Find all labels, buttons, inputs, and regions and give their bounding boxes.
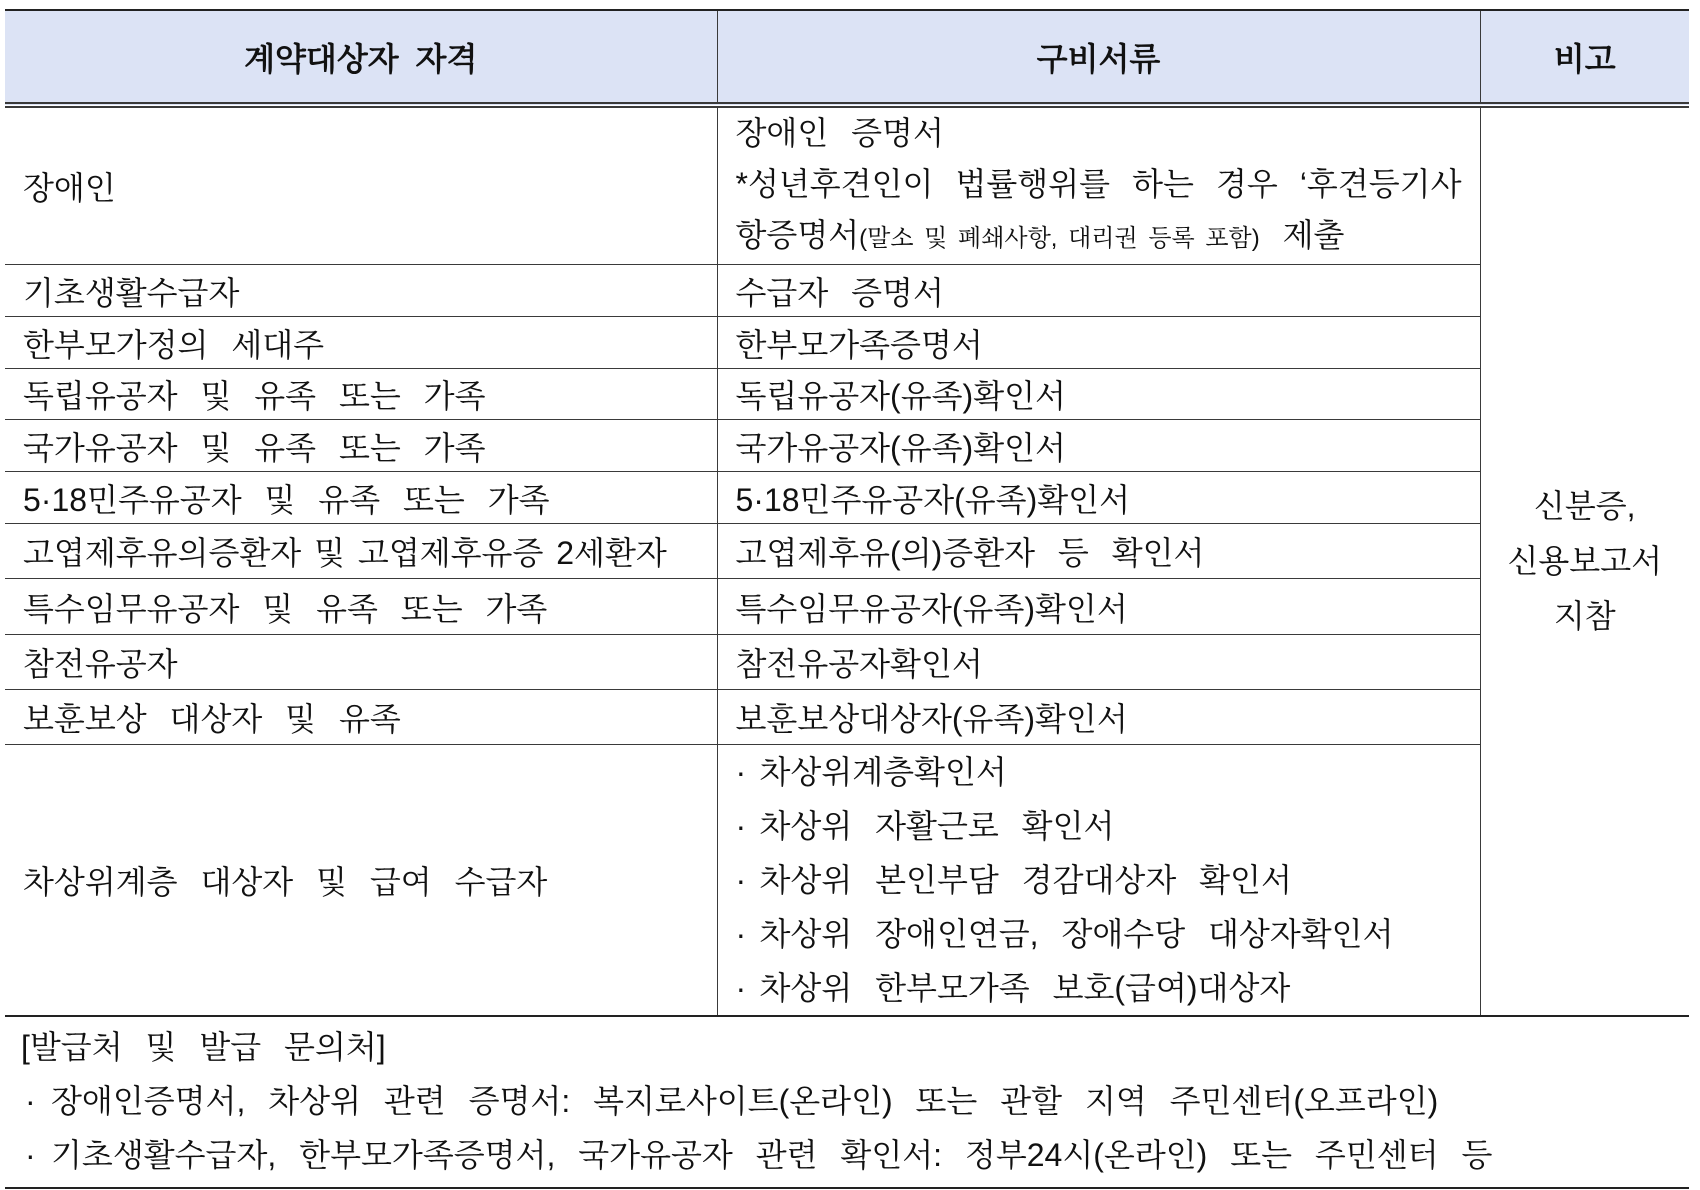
issuance-item (21, 1128, 1689, 1182)
header-qualification: 계약대상자 자격 (5, 10, 717, 105)
remarks-line: 지참 (1553, 598, 1616, 634)
documents-line: 장애인 증명서 (735, 115, 944, 151)
documents-note-line (736, 210, 1462, 264)
documents-note-small: (말소 및 폐쇄사항, 대리권 등록 포함) (859, 225, 1260, 252)
documents-list-item (736, 907, 1462, 961)
documents-list-item (736, 853, 1462, 907)
documents-list-item (736, 799, 1462, 853)
header-documents: 구비서류 (717, 10, 1480, 105)
documents-list-item (736, 961, 1462, 1015)
table-header-row (5, 10, 1689, 105)
remarks-line: 신용보고서 (1507, 543, 1663, 579)
documents-cell: 한부모가족증명서 (717, 317, 1480, 369)
documents-cell: 수급자 증명서 (717, 265, 1480, 317)
documents-cell: 5·18민주유공자(유족)확인서 (717, 472, 1480, 524)
qualification-cell: 기초생활수급자 (5, 265, 717, 317)
table-row (5, 317, 1689, 369)
documents-cell: 국가유공자(유족)확인서 (717, 420, 1480, 472)
qualification-cell: 국가유공자 및 유족 또는 가족 (5, 420, 717, 472)
documents-list-item (736, 745, 1462, 799)
bullet: · (735, 970, 747, 1006)
bullet: · (735, 916, 747, 952)
issuance-item-text: 장애인증명서, 차상위 관련 증명서: 복지로사이트(온라인) 또는 관할 지역 주민센터(오프라인) (51, 1083, 1439, 1119)
eligibility-table (5, 9, 1689, 1017)
documents-list-text: 차상위계층확인서 (759, 754, 1007, 790)
documents-list-text: 차상위 한부모가족 보호(급여)대상자 (759, 970, 1291, 1006)
table-row (5, 579, 1689, 635)
documents-cell: 독립유공자(유족)확인서 (717, 369, 1480, 420)
issuance-info (5, 1017, 1689, 1189)
issuance-item-text: 기초생활수급자, 한부모가족증명서, 국가유공자 관련 확인서: 정부24시(온라인) 또는 주민센터 등 (51, 1137, 1493, 1173)
qualification-cell: 참전유공자 (5, 635, 717, 690)
document-page (5, 9, 1689, 1189)
table-row (5, 690, 1689, 745)
remarks-cell (1480, 105, 1689, 1016)
documents-cell: 특수임무유공자(유족)확인서 (717, 579, 1480, 635)
documents-note-main: 항증명서 (735, 217, 860, 253)
documents-cell: 보훈보상대상자(유족)확인서 (717, 690, 1480, 745)
qualification-cell: 고엽제후유의증환자 및 고엽제후유증 2세환자 (5, 524, 717, 579)
qualification-cell: 독립유공자 및 유족 또는 가족 (5, 369, 717, 420)
bullet: · (735, 754, 747, 790)
documents-note-end: 제출 (1259, 217, 1345, 253)
issuance-item (21, 1074, 1689, 1128)
documents-note-line: *성년후견인이 법률행위를 하는 경우 ‘후견등기사 (735, 166, 1462, 202)
documents-list-text: 차상위 자활근로 확인서 (759, 808, 1115, 844)
qualification-cell: 5·18민주유공자 및 유족 또는 가족 (5, 472, 717, 524)
qualification-cell: 특수임무유공자 및 유족 또는 가족 (5, 579, 717, 635)
documents-cell (717, 105, 1480, 265)
bullet: · (25, 1137, 36, 1173)
remarks-line: 신분증, (1533, 488, 1636, 524)
qualification-cell: 장애인 (5, 105, 717, 265)
qualification-cell: 차상위계층 대상자 및 급여 수급자 (5, 745, 717, 1017)
qualification-cell: 보훈보상 대상자 및 유족 (5, 690, 717, 745)
table-row (5, 472, 1689, 524)
table-row (5, 745, 1689, 1017)
documents-cell: 고엽제후유(의)증환자 등 확인서 (717, 524, 1480, 579)
documents-list-text: 차상위 본인부담 경감대상자 확인서 (759, 862, 1292, 898)
documents-cell (717, 745, 1480, 1017)
table-row (5, 524, 1689, 579)
table-row (5, 635, 1689, 690)
bullet: · (735, 862, 747, 898)
documents-cell: 참전유공자확인서 (717, 635, 1480, 690)
qualification-cell: 한부모가정의 세대주 (5, 317, 717, 369)
issuance-title: [발급처 및 발급 문의처] (21, 1029, 386, 1065)
bullet: · (735, 808, 747, 844)
table-row (5, 265, 1689, 317)
table-row (5, 420, 1689, 472)
documents-list-text: 차상위 장애인연금, 장애수당 대상자확인서 (759, 916, 1394, 952)
table-row (5, 369, 1689, 420)
header-remarks: 비고 (1480, 10, 1689, 105)
bullet: · (25, 1083, 36, 1119)
table-row (5, 105, 1689, 265)
